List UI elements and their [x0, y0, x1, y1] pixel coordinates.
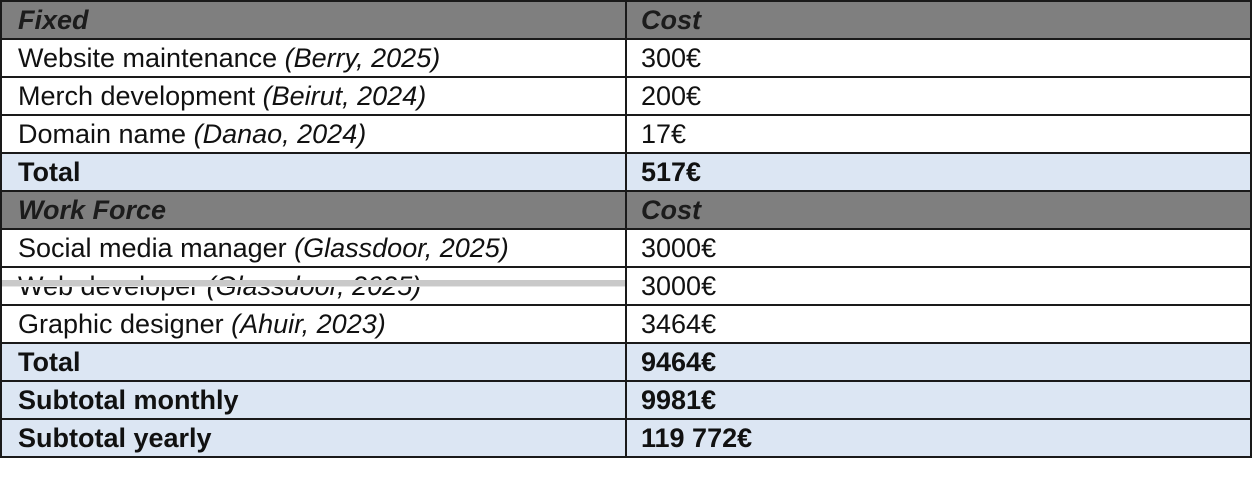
item-cost: 200€ — [626, 77, 1251, 115]
item-citation: (Ahuir, 2023) — [231, 309, 386, 339]
item-cost: 3464€ — [626, 305, 1251, 343]
subtotal-cost: 9981€ — [626, 381, 1251, 419]
item-cost: 3000€ — [626, 229, 1251, 267]
table-row — [1, 305, 1251, 343]
total-label: Total — [1, 153, 626, 191]
item-label: Merch development — [18, 81, 263, 111]
subtotal-yearly-row — [1, 419, 1251, 457]
item-cost: 17€ — [626, 115, 1251, 153]
item-name — [1, 77, 626, 115]
cost-column-label: Cost — [626, 191, 1251, 229]
subtotal-cost: 119 772€ — [626, 419, 1251, 457]
item-cost: 300€ — [626, 39, 1251, 77]
total-row-fixed — [1, 153, 1251, 191]
table-row — [1, 77, 1251, 115]
item-citation: (Berry, 2025) — [284, 43, 441, 73]
item-name — [1, 115, 626, 153]
render-artifact-line — [2, 280, 625, 287]
item-name — [1, 229, 626, 267]
table-row — [1, 115, 1251, 153]
total-cost: 517€ — [626, 153, 1251, 191]
section-header-fixed — [1, 1, 1251, 39]
subtotal-monthly-row — [1, 381, 1251, 419]
item-label: Social media manager — [18, 233, 295, 263]
section-label: Work Force — [1, 191, 626, 229]
subtotal-label: Subtotal yearly — [1, 419, 626, 457]
item-citation: (Danao, 2024) — [193, 119, 367, 149]
item-label: Website maintenance — [18, 43, 285, 73]
table-row — [1, 229, 1251, 267]
item-label: Domain name — [18, 119, 194, 149]
total-row-work-force — [1, 343, 1251, 381]
section-header-work-force — [1, 191, 1251, 229]
item-citation: (Beirut, 2024) — [262, 81, 427, 111]
cost-column-label: Cost — [626, 1, 1251, 39]
item-name — [1, 305, 626, 343]
section-label: Fixed — [1, 1, 626, 39]
total-label: Total — [1, 343, 626, 381]
item-citation: (Glassdoor, 2025) — [294, 233, 509, 263]
item-label: Graphic designer — [18, 309, 232, 339]
total-cost: 9464€ — [626, 343, 1251, 381]
subtotal-label: Subtotal monthly — [1, 381, 626, 419]
item-cost: 3000€ — [626, 267, 1251, 305]
item-name — [1, 39, 626, 77]
table-row — [1, 39, 1251, 77]
